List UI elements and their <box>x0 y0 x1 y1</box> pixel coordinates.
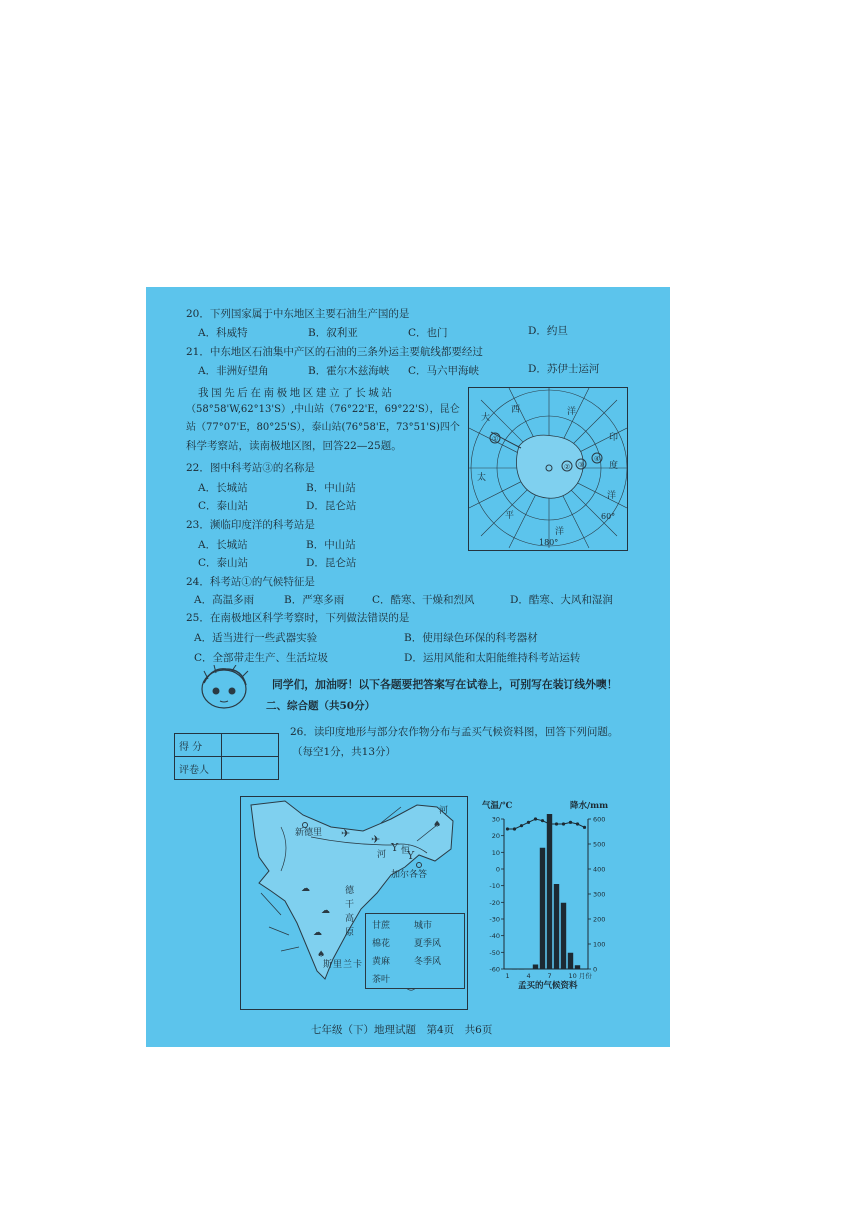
place-gao: 高 <box>345 914 355 924</box>
precip-bar-1 <box>505 969 510 970</box>
map-label-yang-2: 洋 <box>607 491 617 501</box>
cartoon-girl-illustration <box>198 665 254 711</box>
svg-text:Y: Y <box>391 841 399 854</box>
intro-line-3: 站（77°07'E，80°25'S），泰山站(76°58'E，73°51'S)四个 <box>186 422 460 433</box>
q23-option-b: B．中山站 <box>306 539 356 551</box>
left-tick-label: 10 <box>491 848 500 857</box>
q25-option-d: D．运用风能和太阳能维持科考站运转 <box>404 652 581 664</box>
left-tick-label: -60 <box>489 965 500 974</box>
q20-option-d: D．约旦 <box>528 325 568 337</box>
encouragement-notice: 同学们，加油呀！以下各题要把答案写在试卷上，可别写在装订线外噢！ <box>272 678 618 691</box>
map-label-da: 大 <box>481 413 491 423</box>
q22-option-a: A．长城站 <box>198 482 248 494</box>
intro-line-2: （58°58'W,62°13'S）,中山站（76°22'E，69°22'S），昆仑 <box>186 404 460 415</box>
place-ka: 卡 <box>353 960 363 970</box>
q25-option-c: C．全部带走生产、生活垃圾 <box>194 652 329 664</box>
q23-option-c: C．泰山站 <box>198 557 249 569</box>
q22-option-d: D．昆仑站 <box>306 500 357 512</box>
place-gan: 干 <box>345 900 355 910</box>
temperature-point-11 <box>576 822 579 825</box>
svg-text:☁: ☁ <box>321 906 330 916</box>
precip-bar-11 <box>575 965 580 969</box>
map-label-180: 180° <box>539 538 559 547</box>
map-label-tai: 太 <box>477 473 487 483</box>
precip-bar-5 <box>533 965 538 970</box>
legend-jute: 黄麻 <box>372 957 391 967</box>
q22-option-c: C．泰山站 <box>198 500 249 512</box>
right-tick-label: 300 <box>593 890 606 899</box>
right-tick-label: 400 <box>593 865 606 874</box>
q20-stem: 20．下列国家属于中东地区主要石油生产国的是 <box>186 308 410 320</box>
antarctic-map <box>468 387 628 551</box>
map-label-du: 度 <box>609 461 619 471</box>
grader-cell[interactable] <box>222 757 279 780</box>
q21-option-c: C．马六甲海峡 <box>408 365 480 377</box>
temperature-point-4 <box>527 821 530 824</box>
right-tick-label: 500 <box>593 840 606 849</box>
place-si: 斯 <box>323 960 333 970</box>
map-label-xi: 西 <box>511 405 521 415</box>
temperature-point-3 <box>520 824 523 827</box>
india-map <box>240 796 468 1010</box>
q23-option-a: A．长城站 <box>198 539 248 551</box>
precip-bar-12 <box>582 969 587 970</box>
q25-stem: 25．在南极地区科学考察时，下列做法错误的是 <box>186 612 410 624</box>
left-tick-label: 0 <box>495 865 500 874</box>
svg-text:④: ④ <box>594 455 601 463</box>
map-label-60: 60° <box>601 512 616 521</box>
x-tick-label: 7 <box>547 972 552 980</box>
temperature-point-10 <box>569 821 572 824</box>
right-tick-label: 0 <box>593 965 598 974</box>
left-tick-label: -40 <box>489 932 500 941</box>
q26-stem: 26．读印度地形与部分农作物分布与孟买气候资料图，回答下列问题。 <box>290 726 619 738</box>
q25-option-b: B．使用绿色环保的科考器材 <box>404 632 538 644</box>
q23-option-d: D．昆仑站 <box>306 557 357 569</box>
chart-ylabel-right: 降水/mm <box>570 801 609 811</box>
grader-label: 评卷人 <box>175 757 222 780</box>
legend-tea: 茶叶 <box>372 975 391 985</box>
place-he-1: 河 <box>439 806 449 816</box>
precip-bar-10 <box>568 953 573 969</box>
svg-text:♠: ♠ <box>317 950 326 960</box>
q24-option-c: C．酷寒、干燥和烈风 <box>372 594 475 606</box>
page-footer: 七年级（下）地理试题 第4页 共6页 <box>311 1024 493 1036</box>
precip-bar-3 <box>519 969 524 970</box>
svg-text:☁: ☁ <box>313 928 322 938</box>
svg-text:♠: ♠ <box>433 820 442 830</box>
score-cell[interactable] <box>222 734 279 757</box>
score-table <box>174 733 279 780</box>
score-label: 得 分 <box>175 734 222 757</box>
temperature-point-5 <box>534 817 537 820</box>
temperature-point-12 <box>583 826 586 829</box>
map-label-ping: 平 <box>505 511 515 521</box>
left-tick-label: -10 <box>489 882 500 891</box>
section-2-heading: 二、综合题（共50分） <box>266 700 376 712</box>
place-de: 德 <box>345 886 355 896</box>
left-tick-label: -20 <box>489 898 500 907</box>
chart-caption: 孟买的气候资料 <box>518 981 578 991</box>
precip-bar-7 <box>547 814 552 969</box>
left-tick-label: -50 <box>489 948 500 957</box>
x-tick-label: 10 月份 <box>568 972 592 980</box>
right-tick-label: 200 <box>593 915 606 924</box>
svg-text:✈: ✈ <box>341 827 351 840</box>
svg-text:②: ② <box>564 463 571 471</box>
place-yuan: 原 <box>345 928 355 938</box>
temperature-point-6 <box>541 819 544 822</box>
q25-option-a: A．适当进行一些武器实验 <box>194 632 318 644</box>
temperature-point-8 <box>555 822 558 825</box>
legend-city: 城市 <box>414 921 433 931</box>
precip-bar-8 <box>554 884 559 969</box>
intro-line-1: 我国先后在南极地区建立了长城站 <box>198 387 395 399</box>
svg-text:✈: ✈ <box>371 833 381 846</box>
mumbai-climate-chart <box>482 795 612 995</box>
intro-line-4: 科学考察站，读南极地区图，回答22—25题。 <box>186 440 402 452</box>
svg-text:①: ① <box>492 435 499 443</box>
left-tick-label: -30 <box>489 915 500 924</box>
place-new-delhi: 新德里 <box>295 828 323 838</box>
svg-text:☁: ☁ <box>301 884 310 894</box>
q21-stem: 21．中东地区石油集中产区的石油的三条外运主要航线都要经过 <box>186 346 483 358</box>
temperature-point-9 <box>562 822 565 825</box>
q20-option-c: C．也门 <box>408 327 448 339</box>
place-kolkata: 加尔各答 <box>391 870 428 880</box>
chart-ylabel-left: 气温/℃ <box>482 801 513 811</box>
temperature-point-1 <box>506 827 509 830</box>
map-label-yang-3: 洋 <box>555 527 565 537</box>
q24-option-d: D．酷寒、大风和湿润 <box>510 594 613 606</box>
precip-bar-9 <box>561 903 566 969</box>
q24-option-a: A．高温多雨 <box>194 594 255 606</box>
x-tick-label: 4 <box>526 972 531 980</box>
q21-option-d: D．苏伊士运河 <box>528 363 600 375</box>
legend-winter-monsoon: 冬季风 <box>414 957 442 967</box>
q22-stem: 22．图中科考站③的名称是 <box>186 462 315 474</box>
svg-text:Y: Y <box>407 849 415 862</box>
q21-option-b: B．霍尔木兹海峡 <box>308 365 390 377</box>
place-he-2: 河 <box>377 850 387 860</box>
temperature-point-2 <box>513 827 516 830</box>
x-tick-label: 1 <box>505 972 510 980</box>
place-li: 里 <box>333 960 343 970</box>
q21-option-a: A．非洲好望角 <box>198 365 269 377</box>
temperature-line <box>508 819 585 829</box>
india-map-legend <box>365 913 465 989</box>
map-label-yin: 印 <box>609 433 619 443</box>
q23-stem: 23．濒临印度洋的科考站是 <box>186 519 315 531</box>
climate-chart-svg <box>482 795 612 995</box>
antarctic-map-graphic <box>469 388 627 550</box>
exam-page-scan <box>146 287 670 1047</box>
place-lan: 兰 <box>343 960 353 970</box>
precip-bar-6 <box>540 848 545 969</box>
q20-option-a: A．科威特 <box>198 327 248 339</box>
left-tick-label: 20 <box>491 832 500 841</box>
svg-text:③: ③ <box>578 461 585 469</box>
map-label-yang-1: 洋 <box>567 407 577 417</box>
q24-option-b: B．严寒多雨 <box>284 594 345 606</box>
legend-cotton: 棉花 <box>372 939 391 949</box>
q24-stem: 24．科考站①的气候特征是 <box>186 576 315 588</box>
q20-option-b: B．叙利亚 <box>308 327 358 339</box>
precip-bar-4 <box>526 969 531 970</box>
precip-bar-2 <box>512 969 517 970</box>
q26-note: （每空1分，共13分） <box>292 746 397 758</box>
place-heng: 恒 <box>401 846 411 856</box>
right-tick-label: 100 <box>593 940 606 949</box>
left-tick-label: 30 <box>491 815 500 824</box>
temperature-point-7 <box>548 822 551 825</box>
legend-sugarcane: 甘蔗 <box>372 921 391 931</box>
right-tick-label: 600 <box>593 815 606 824</box>
legend-summer-monsoon: 夏季风 <box>414 939 442 949</box>
q22-option-b: B．中山站 <box>306 482 356 494</box>
